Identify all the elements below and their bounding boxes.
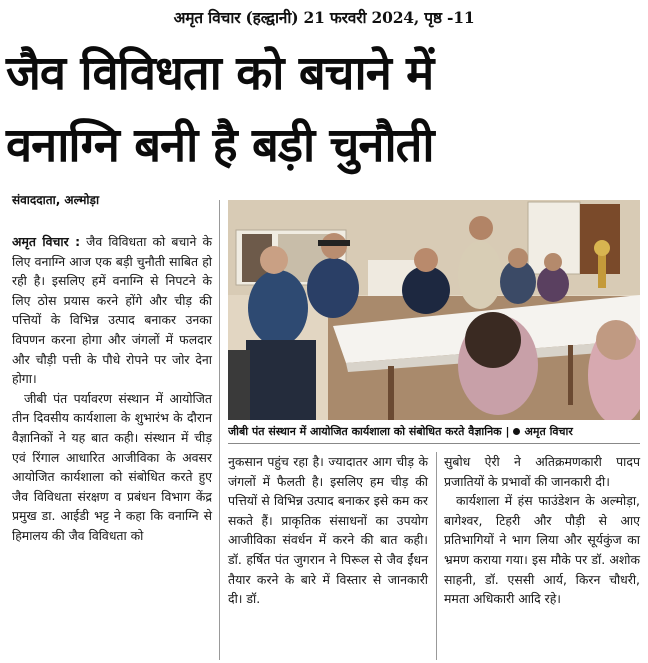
article-column-middle <box>228 452 428 609</box>
workshop-photo-illustration <box>228 200 640 420</box>
newspaper-masthead: अमृत विचार (हल्द्वानी) 21 फरवरी 2024, पृष्ठ -11 <box>173 8 475 27</box>
article-photo <box>228 200 640 420</box>
caption-text: जीबी पंत संस्थान में आयोजित कार्यशाला को संबोधित करते वैज्ञानिक | <box>228 425 510 438</box>
article-paragraph-1 <box>12 232 212 389</box>
column-divider <box>436 452 437 660</box>
article-paragraph-5: कार्यशाला में हंस फाउंडेशन के अल्मोड़ा, बागेश्वर, टिहरी और पौड़ी से आए प्रतिभागियों ने भाग लिया और सूर्यकुंज का भ्रमण कराया गया। इस मौके पर डॉ. अशोक साहनी, डॉ. एससी आर्य, किरन चौधरी, ममता अधिकारी आदि रहे। <box>444 493 640 607</box>
byline: संवाददाता, अल्मोड़ा <box>12 193 100 207</box>
column-divider <box>219 200 220 660</box>
article-paragraph-3: नुकसान पहुंच रहा है। ज्यादातर आग चीड़ के जंगलों में फैलती है। इसलिए हम चीड़ की पत्तियों से विभिन्न उत्पाद बनाकर इसे कम कर सकते हैं। प्राकृतिक संसाधनों का उपयोग आजीविका संवर्धन में करने की बात कही। डॉ. हर्षित पंत जुगरान ने पिरूल से जैव ईंधन तैयार करने के बारे में विस्तार से जानकारी दी। डॉ. <box>228 454 428 607</box>
headline <box>6 38 646 182</box>
article-paragraph-4: सुबोध ऐरी ने अतिक्रमणकारी पादप प्रजातियों के प्रभावों की जानकारी दी। <box>444 454 640 489</box>
paragraph-1-text: जैव विविधता को बचाने के लिए वनाग्नि आज एक बड़ी चुनौती साबित हो रही है। इसलिए हमें वनाग्नि से निपटने के लिए ठोस प्रयास करने होंगे और चीड़ की पत्तियों के विभिन्न उत्पाद बनाकर उनका विपणन करना होगा और जंगलों में फलदार और चौड़ी पत्ती के पौधे रोपने पर जोर देना होगा। <box>12 234 212 387</box>
lead-label: अमृत विचार : <box>12 234 81 249</box>
article-column-right <box>444 452 640 609</box>
photo-credit: अमृत विचार <box>524 425 573 438</box>
photo-caption <box>228 421 640 444</box>
article-column-left <box>12 232 212 546</box>
bullet-icon <box>513 428 520 435</box>
headline-line-2: वनाग्नि बनी है बड़ी चुनौती <box>6 118 434 173</box>
article-paragraph-2: जीबी पंत पर्यावरण संस्थान में आयोजित तीन दिवसीय कार्यशाला के शुभारंभ के दौरान वैज्ञानिकों ने यह बात कही। संस्थान में चीड़ एवं रिंगाल आधारित आजीविका के अवसर आयोजित कार्यशाला को संबोधित करते हुए जैव विविधता संरक्षण व प्रबंधन विभाग केंद्र प्रमुख डा. आईडी भट्ट ने कहा कि वनाग्नि से हिमालय की जैव विविधता को <box>12 390 212 543</box>
headline-line-1: जैव विविधता को बचाने में <box>6 46 434 101</box>
